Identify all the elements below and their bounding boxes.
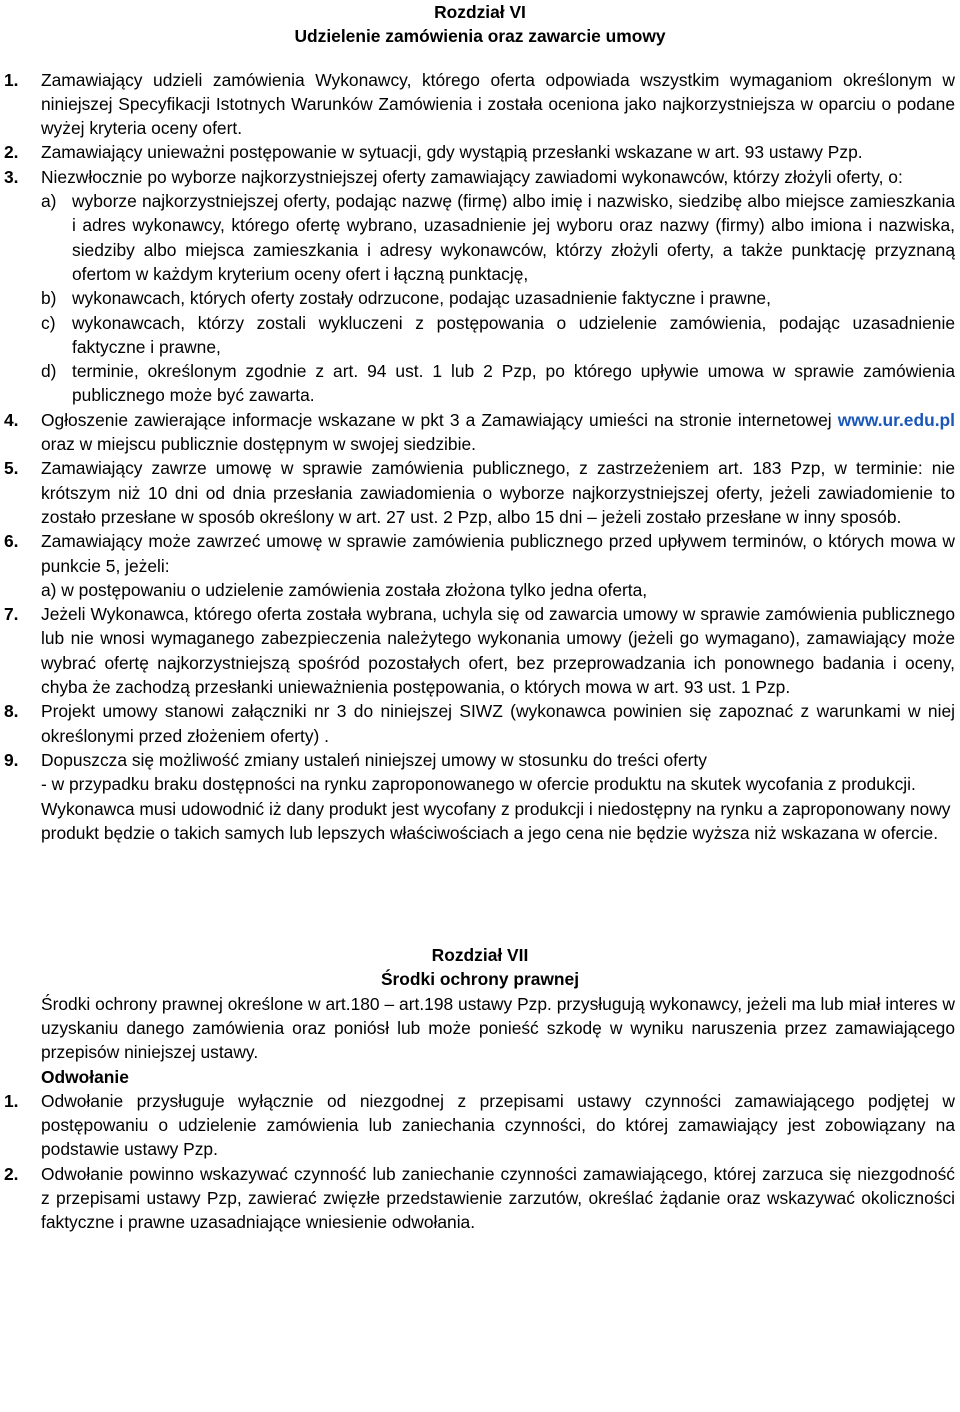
list-item-6-3: [0, 165, 960, 408]
item-number: 1.: [4, 1090, 19, 1111]
list-item-6-4: [0, 408, 960, 457]
item-continuation: - w przypadku braku dostępności na rynku zaproponowanego w ofercie produktu na skutek wycofania z produkcji. Wykonawca musi udowodnić iż dany produkt jest wycofany z produkcji i niedostępny na rynku a zaproponowany nowy produkt będzie o takich samych lub lepszych właściwościach a jego cena nie będzie wyższa niż wskazana w ofercie.: [41, 774, 951, 843]
website-link[interactable]: www.ur.edu.pl: [837, 409, 955, 430]
list-item-6-6: [0, 529, 960, 602]
item-number: 6.: [4, 531, 19, 552]
section-6-subtitle: Udzielenie zamówienia oraz zawarcie umowy: [294, 26, 666, 47]
item-text: Odwołanie przysługuje wyłącznie od niezgodnej z przepisami ustawy czynności zamawiającego podjętej w postępowaniu o udzielenie zamówienia lub zaniechania czynności, do której zamawiający jest zobowiązany na podstawie ustawy Pzp.: [41, 1090, 955, 1160]
sub-item-a: a) w postępowaniu o udzielenie zamówienia została złożona tylko jedna oferta,: [41, 579, 648, 600]
list-item-7-2: [0, 1162, 960, 1235]
sub-item-text: terminie, określonym zgodnie z art. 94 ust. 1 lub 2 Pzp, po którego upływie umowa w sprawie zamówienia publicznego może być zawarta.: [72, 361, 955, 406]
sub-item-a: [41, 189, 955, 286]
list-item-6-5: [0, 456, 960, 529]
item-text-after: oraz w miejscu publicznie dostępnym w swojej siedzibie.: [41, 434, 476, 455]
list-item-6-8: [0, 699, 960, 748]
list-item-6-1: [0, 68, 960, 141]
item-number: 8.: [4, 701, 19, 722]
sub-item-text: wykonawcach, których oferty zostały odrzucone, podając uzasadnienie faktyczne i prawne,: [72, 288, 771, 309]
item-number: 3.: [4, 166, 19, 187]
item-text: Zamawiający unieważni postępowanie w sytuacji, gdy wystąpią przesłanki wskazane w art. 93 ustawy Pzp.: [41, 142, 863, 163]
sub-item-c: [41, 311, 955, 360]
item-number: 2.: [4, 142, 19, 163]
list-item-7-1: [0, 1089, 960, 1162]
section-7: [0, 943, 960, 1235]
section-7-list: [0, 1089, 960, 1235]
sub-item-b: [41, 286, 955, 310]
section-7-title: Rozdział VII: [431, 945, 529, 966]
item-text: Odwołanie powinno wskazywać czynność lub zaniechanie czynności zamawiającego, której zarzuca się niezgodność z przepisami ustawy Pzp, zawierać zwięzłe przedstawienie zarzutów, określać żądanie oraz wskazywać okoliczności faktyczne i prawne uzasadniające wniesienie odwołania.: [41, 1163, 955, 1233]
sub-item-letter: c): [41, 312, 56, 333]
item-text: Niezwłocznie po wyborze najkorzystniejszej oferty zamawiający zawiadomi wykonawców, którzy złożyli oferty, o:: [41, 166, 903, 187]
item-number: 4.: [4, 409, 19, 430]
section-6-list: [0, 68, 960, 846]
item-text: Zamawiający może zawrzeć umowę w sprawie zamówienia publicznego przed upływem terminów, o których mowa w punkcie 5, jeżeli:: [41, 531, 955, 576]
item-number: 5.: [4, 458, 19, 479]
item-number: 7.: [4, 604, 19, 625]
sub-item-text: wyborze najkorzystniejszej oferty, podając nazwę (firmę) albo imię i nazwisko, siedzibę albo miejsce zamieszkania i adres wykonawcy, którego ofertę wybrano, uzasadnienie jej wyboru oraz nazwy (firmy) albo imiona i nazwiska, siedziby albo miejsca zamieszkania i adresy wykonawców, którzy złożyli oferty, a także punktację przyznaną ofertom w każdym kryterium oceny ofert i łączną punktację,: [72, 191, 955, 284]
list-item-6-2: [0, 140, 960, 164]
item-text: Jeżeli Wykonawca, którego oferta została wybrana, uchyla się od zawarcia umowy w sprawie zamówienia publicznego lub nie wnosi wymaganego zabezpieczenia należytego wykonania umowy (jeżeli go wymagano), zamawiający może wybrać ofertę najkorzystniejszą spośród pozostałych ofert, bez przeprowadzania ich ponownego badania i oceny, chyba że zachodzą przesłanki unieważnienia postępowania, o których mowa w art. 93 ust. 1 Pzp.: [41, 604, 955, 698]
item-text: Ogłoszenie zawierające informacje wskazane w pkt 3 a Zamawiający umieści na stronie internetowej: [41, 409, 838, 430]
sub-item-letter: b): [41, 288, 57, 309]
list-item-6-7: [0, 602, 960, 699]
sub-item-letter: d): [41, 361, 57, 382]
odwolanie-heading: Odwołanie: [41, 1066, 129, 1087]
section-7-subtitle: Środki ochrony prawnej: [380, 969, 580, 990]
item-number: 9.: [4, 749, 19, 770]
item-text: Dopuszcza się możliwość zmiany ustaleń niniejszej umowy w stosunku do treści oferty: [41, 749, 707, 770]
section-spacer: [0, 845, 960, 943]
item-text: Projekt umowy stanowi załączniki nr 3 do niniejszej SIWZ (wykonawca powinien się zapoznać z warunkami w niej określonymi przed złożeniem oferty) .: [41, 701, 955, 746]
section-7-intro: Środki ochrony prawnej określone w art.180 – art.198 ustawy Pzp. przysługują wykonawcy, jeżeli ma lub miał interes w uzyskaniu danego zamówienia oraz poniósł lub może ponieść szkodę w wyniku naruszenia przez zamawiającego przepisów niniejszej ustawy.: [41, 993, 955, 1063]
sub-item-letter: a): [41, 191, 57, 212]
item-text: Zamawiający zawrze umowę w sprawie zamówienia publicznego, z zastrzeżeniem art. 183 Pzp, w terminie: nie krótszym niż 10 dni od dnia przesłania zawiadomienia o wyborze najkorzystniejszej oferty, jeżeli zawiadomienie to zostało przesłane w sposób określony w art. 27 ust. 2 Pzp, albo 15 dni – jeżeli zostało przesłane w inny sposób.: [41, 458, 955, 527]
sub-item-d: [41, 359, 955, 408]
list-item-6-9: [0, 748, 960, 845]
sub-item-text: wykonawcach, którzy zostali wykluczeni z postępowania o udzielenie zamówienia, podając uzasadnienie faktyczne i prawne,: [72, 312, 955, 357]
item-number: 1.: [4, 69, 19, 90]
item-text: Zamawiający udzieli zamówienia Wykonawcy, którego oferta odpowiada wszystkim wymaganiom określonym w niniejszej Specyfikacji Istotnych Warunków Zamówienia i została oceniona jako najkorzystniejsza w oparciu o podane wyżej kryteria oceny ofert.: [41, 69, 955, 139]
section-6-title: Rozdział VI: [434, 2, 526, 22]
item-number: 2.: [4, 1163, 19, 1184]
